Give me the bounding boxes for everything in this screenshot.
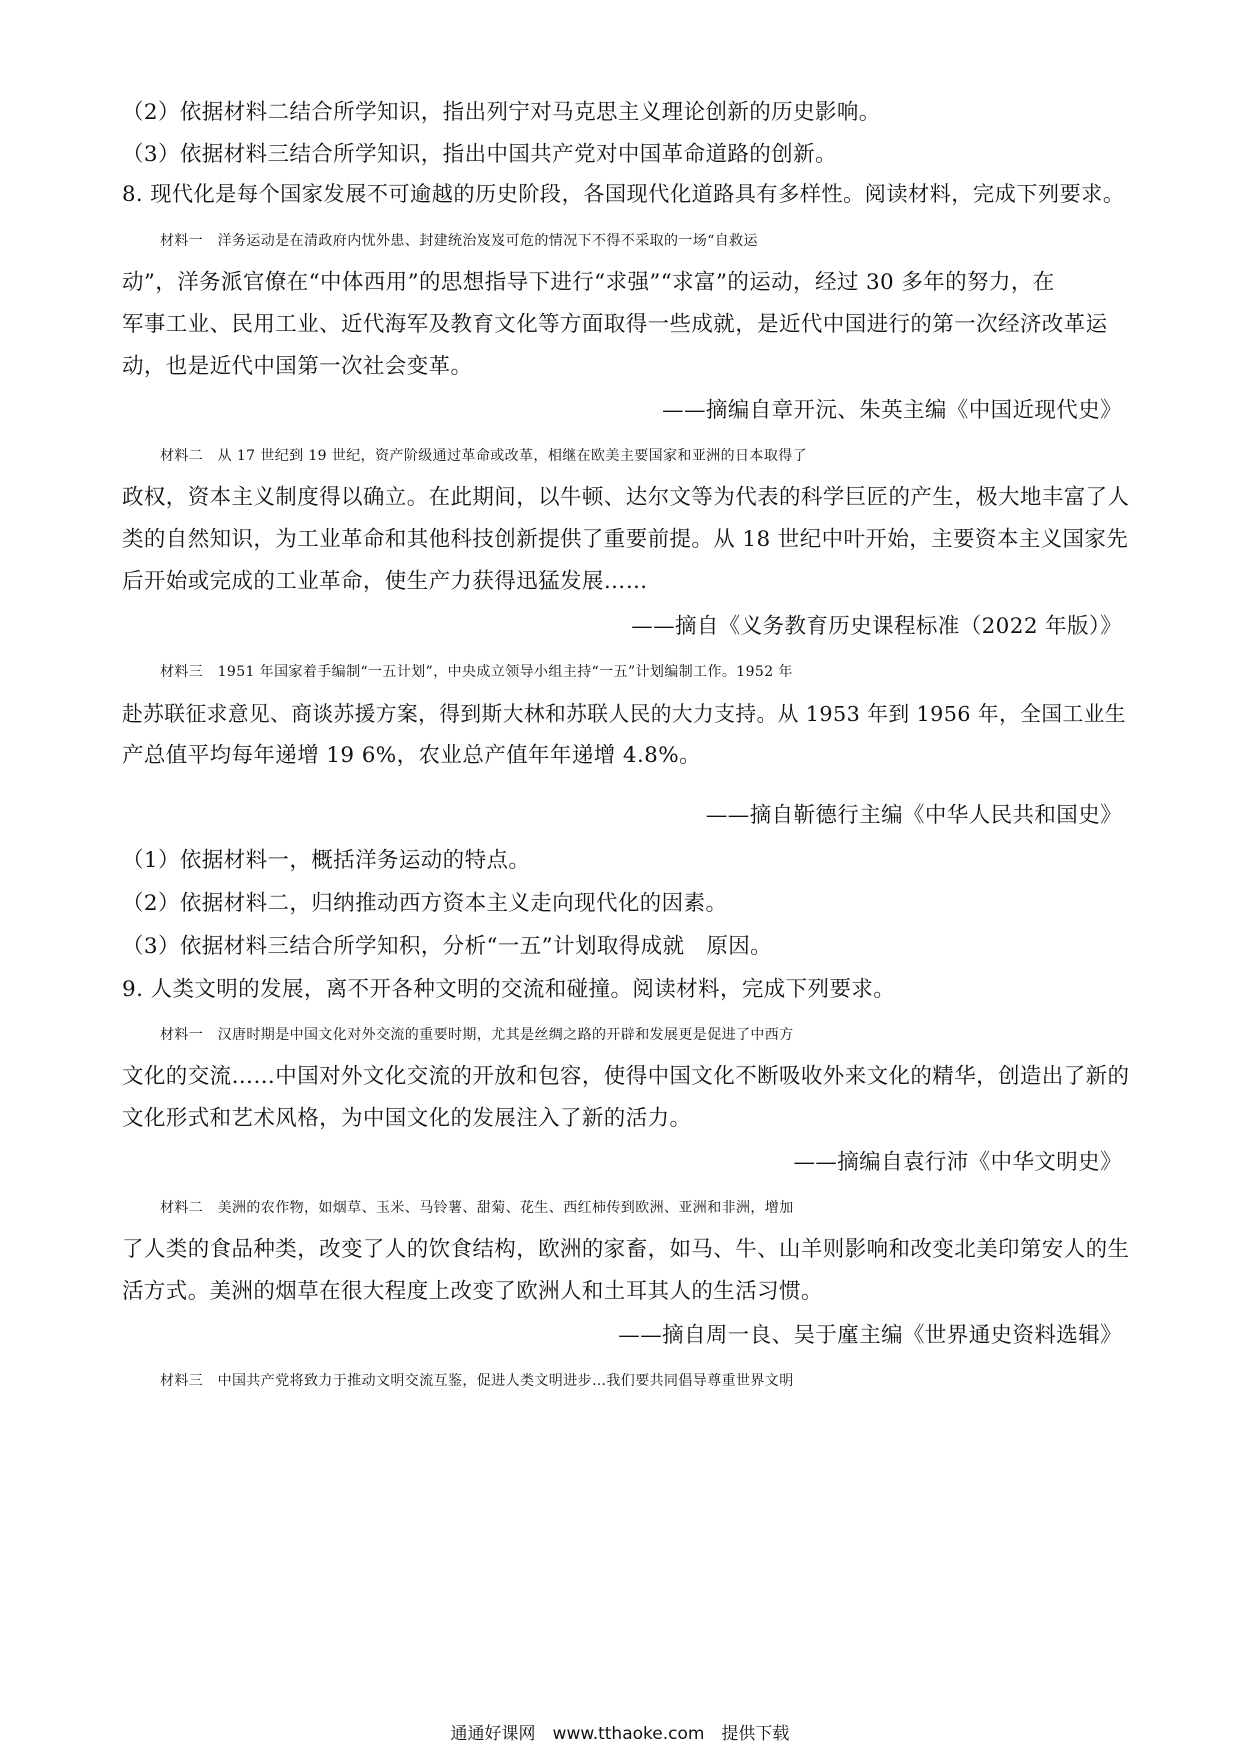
q8-material-2-line-4: 后开始或完成的工业革命，使生产力获得迅猛发展…… bbox=[122, 569, 648, 594]
question-9-stem: 9. 人类文明的发展，离不开各种文明的交流和碰撞。阅读材料，完成下列要求。 bbox=[122, 977, 896, 1002]
q8-material-3-line-1: 材料三 1951 年国家着手编制“一五计划”，中央成立领导小组主持“一五”计划编制工作。1952 年 bbox=[160, 664, 793, 680]
q8-material-2-source: ——摘自《义务教育历史课程标准（2022 年版）》 bbox=[631, 614, 1122, 639]
q8-material-1-line-4: 动，也是近代中国第一次社会变革。 bbox=[122, 354, 473, 379]
q9-material-1-source: ——摘编自袁行沛《中华文明史》 bbox=[793, 1150, 1122, 1175]
question-8-3: （3）依据材料三结合所学知积，分析“一五”计划取得成就 原因。 bbox=[122, 934, 773, 959]
q8-material-1-source: ——摘编自章开沅、朱英主编《中国近现代史》 bbox=[662, 398, 1122, 423]
q9-material-1-line-2: 文化的交流……中国对外文化交流的开放和包容，使得中国文化不断吸收外来文化的精华，创造出了新的 bbox=[122, 1064, 1130, 1089]
q8-material-3-line-2: 赴苏联征求意见、商谈苏援方案，得到斯大林和苏联人民的大力支持。从 1953 年到 1956 年，全国工业生 bbox=[122, 702, 1126, 726]
q8-material-2-line-3: 类的自然知识，为工业革命和其他科技创新提供了重要前提。从 18 世纪中叶开始，主要资本主义国家先 bbox=[122, 527, 1129, 552]
q8-material-1-line-2: 动”，洋务派官僚在“中体西用”的思想指导下进行“求强”“求富”的运动，经过 30 多年的努力，在 bbox=[122, 270, 1055, 295]
question-8-stem: 8. 现代化是每个国家发展不可逾越的历史阶段，各国现代化道路具有多样性。阅读材料，完成下列要求。 bbox=[122, 182, 1125, 207]
q9-material-1-line-3: 文化形式和艺术风格，为中国文化的发展注入了新的活力。 bbox=[122, 1106, 692, 1131]
q9-material-1-line-1: 材料一 汉唐时期是中国文化对外交流的重要时期，尤其是丝绸之路的开辟和发展更是促进了中西方 bbox=[160, 1027, 794, 1043]
q8-material-1-line-3: 军事工业、民用工业、近代海军及教育文化等方面取得一些成就，是近代中国进行的第一次经济改革运 bbox=[122, 312, 1108, 337]
q8-material-2-line-1: 材料二 从 17 世纪到 19 世纪，资产阶级通过革命或改革，相继在欧美主要国家和亚洲的日本取得了 bbox=[160, 448, 808, 464]
q8-material-2-line-2: 政权，资本主义制度得以确立。在此期间，以牛顿、达尔文等为代表的科学巨匠的产生，极大地丰富了人 bbox=[122, 485, 1130, 510]
q8-material-3-source: ——摘自靳德行主编《中华人民共和国史》 bbox=[705, 803, 1122, 828]
q9-material-2-line-1: 材料二 美洲的农作物，如烟草、玉米、马铃薯、甜菊、花生、西红柿传到欧洲、亚洲和非洲，增加 bbox=[160, 1200, 794, 1216]
q9-material-3-line-1: 材料三 中国共产党将致力于推动文明交流互鉴，促进人类文明进步…我们要共同倡导尊重世界文明 bbox=[160, 1373, 794, 1389]
question-7-2: （2）依据材料二结合所学知识，指出列宁对马克思主义理论创新的历史影响。 bbox=[122, 100, 881, 125]
question-7-3: （3）依据材料三结合所学知识，指出中国共产党对中国革命道路的创新。 bbox=[122, 142, 837, 167]
q9-material-2-line-3: 活方式。美洲的烟草在很大程度上改变了欧洲人和土耳其人的生活习惯。 bbox=[122, 1279, 823, 1304]
q9-material-2-line-2: 了人类的食品种类，改变了人的饮食结构，欧洲的家畜，如马、牛、山羊则影响和改变北美印第安人的生 bbox=[122, 1237, 1130, 1262]
q8-material-1-line-1: 材料一 洋务运动是在清政府内忧外患、封建统治岌岌可危的情况下不得不采取的一场“自救运 bbox=[160, 233, 758, 249]
q8-material-3-line-3: 产总值平均每年递增 19 6%，农业总产值年年递增 4.8%。 bbox=[122, 743, 701, 768]
question-8-1: （1）依据材料一，概括洋务运动的特点。 bbox=[122, 848, 531, 873]
q9-material-2-source: ——摘自周一良、吴于廑主编《世界通史资料选辑》 bbox=[618, 1323, 1122, 1348]
footer-watermark: 通通好课网 www.tthaoke.com 提供下载 bbox=[450, 1724, 790, 1744]
question-8-2: （2）依据材料二，归纳推动西方资本主义走向现代化的因素。 bbox=[122, 891, 728, 916]
